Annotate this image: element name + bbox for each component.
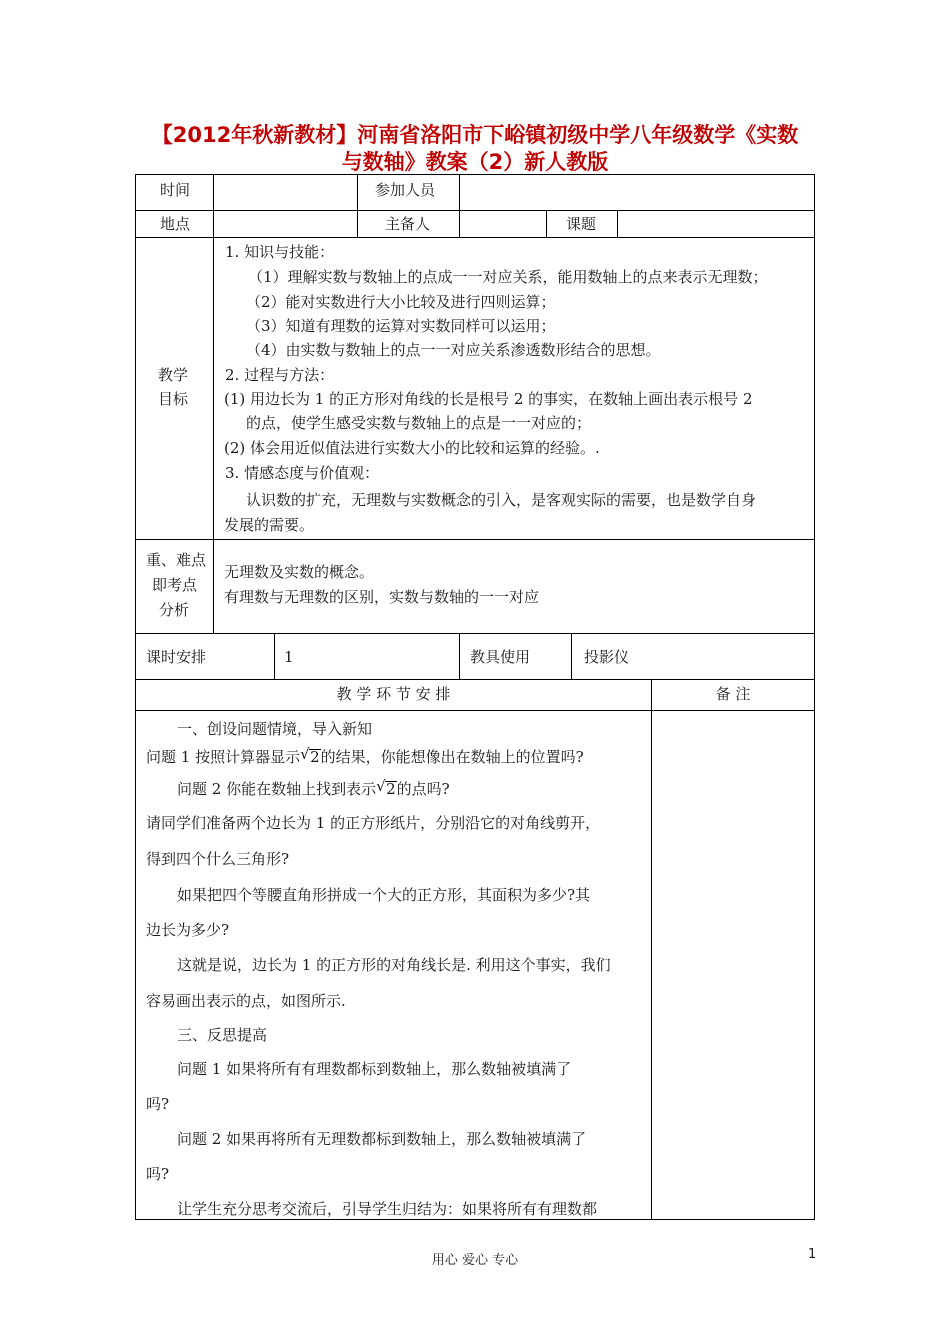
content-paragraph: 这就是说，边长为 1 的正方形的对角线长是. 利用这个事实，我们: [177, 956, 611, 974]
content-text: 的结果，你能想像出在数轴上的位置吗?: [320, 748, 584, 766]
goals-line: （1）理解实数与数轴上的点成一一对应关系，能用数轴上的点来表示无理数；: [248, 268, 768, 286]
place-label: 地点: [160, 215, 191, 233]
title-line-2: 与数轴》教案（2）新人教版: [341, 150, 609, 174]
participants-label: 参加人员: [375, 181, 436, 199]
content-paragraph: 让学生充分思考交流后，引导学生归结为：如果将所有有理数都: [177, 1200, 598, 1218]
content-paragraph: 一、创设问题情境，导入新知: [177, 720, 373, 738]
key-points-label-1: 重、难点: [146, 551, 207, 569]
goals-line: （3）知道有理数的运算对实数同样可以运用；: [246, 317, 556, 335]
content-paragraph: 问题 2 如果再将所有无理数都标到数轴上，那么数轴被填满了: [177, 1130, 587, 1148]
tools-value: 投影仪: [584, 648, 630, 666]
page-footer: 用心 爱心 专心: [431, 1253, 519, 1268]
content-paragraph: 三、反思提高: [177, 1026, 268, 1044]
time-label: 时间: [160, 181, 191, 199]
goals-line: （4）由实数与数轴上的点一一对应关系渗透数形结合的思想。: [246, 341, 661, 359]
content-text: 问题 2 你能在数轴上找到表示: [177, 780, 377, 798]
title-line-1: 【2012年秋新教材】河南省洛阳市下峪镇初级中学八年级数学《实数: [151, 123, 799, 147]
content-paragraph: 容易画出表示的点，如图所示.: [146, 992, 346, 1010]
goals-line: (1) 用边长为 1 的正方形对角线的长是根号 2 的事实，在数轴上画出表示根号 2: [224, 390, 753, 408]
key-points-line-2: 有理数与无理数的区别，实数与数轴的一一对应: [224, 588, 540, 606]
page-number: 1: [808, 1247, 817, 1262]
content-paragraph: 吗?: [146, 1165, 170, 1183]
content-paragraph: 得到四个什么三角形?: [146, 850, 290, 868]
sqrt-symbol: √ 2: [300, 745, 320, 766]
key-points-label-2: 即考点: [152, 576, 198, 594]
goals-line: 1. 知识与技能：: [225, 243, 335, 261]
content-paragraph: 请同学们准备两个边长为 1 的正方形纸片，分别沿它的对角线剪开，: [146, 814, 601, 832]
content-text: 的点吗?: [396, 780, 450, 798]
goals-line: （2）能对实数进行大小比较及进行四则运算；: [246, 293, 556, 311]
content-paragraph: 边长为多少?: [146, 921, 230, 939]
host-label: 主备人: [385, 215, 431, 233]
goals-label-2: 目标: [158, 390, 189, 408]
document-title: [120, 122, 830, 176]
notes-header: 备 注: [715, 685, 751, 703]
content-text: 问题 1 按照计算器显示: [146, 748, 301, 766]
goals-line: 2. 过程与方法：: [225, 366, 335, 384]
content-paragraph: 如果把四个等腰直角形拼成一个大的正方形，其面积为多少?其: [177, 886, 591, 904]
key-points-line-1: 无理数及实数的概念。: [224, 563, 375, 581]
tools-label: 教具使用: [470, 648, 531, 666]
section-header: 教 学 环 节 安 排: [336, 685, 451, 703]
content-paragraph: [146, 746, 584, 767]
content-paragraph: [177, 778, 450, 799]
topic-label: 课题: [566, 215, 597, 233]
schedule-label: 课时安排: [146, 648, 207, 666]
content-paragraph: 问题 1 如果将所有有理数都标到数轴上，那么数轴被填满了: [177, 1060, 572, 1078]
sqrt-symbol: √ 2: [376, 777, 396, 798]
goals-line: 3. 情感态度与价值观：: [225, 464, 380, 482]
radicand: 2: [386, 780, 396, 798]
goals-line: 的点，使学生感受实数与数轴上的点是一一对应的；: [246, 414, 592, 432]
goals-line: 发展的需要。: [224, 516, 315, 534]
content-paragraph: 吗?: [146, 1095, 170, 1113]
goals-line: (2) 体会用近似值法进行实数大小的比较和运算的经验。.: [224, 439, 600, 457]
goals-label-1: 教学: [158, 366, 189, 384]
key-points-label-3: 分析: [159, 601, 190, 619]
radicand: 2: [310, 748, 320, 766]
schedule-value: 1: [284, 648, 294, 666]
goals-line: 认识数的扩充，无理数与实数概念的引入，是客观实际的需要，也是数学自身: [246, 491, 757, 509]
